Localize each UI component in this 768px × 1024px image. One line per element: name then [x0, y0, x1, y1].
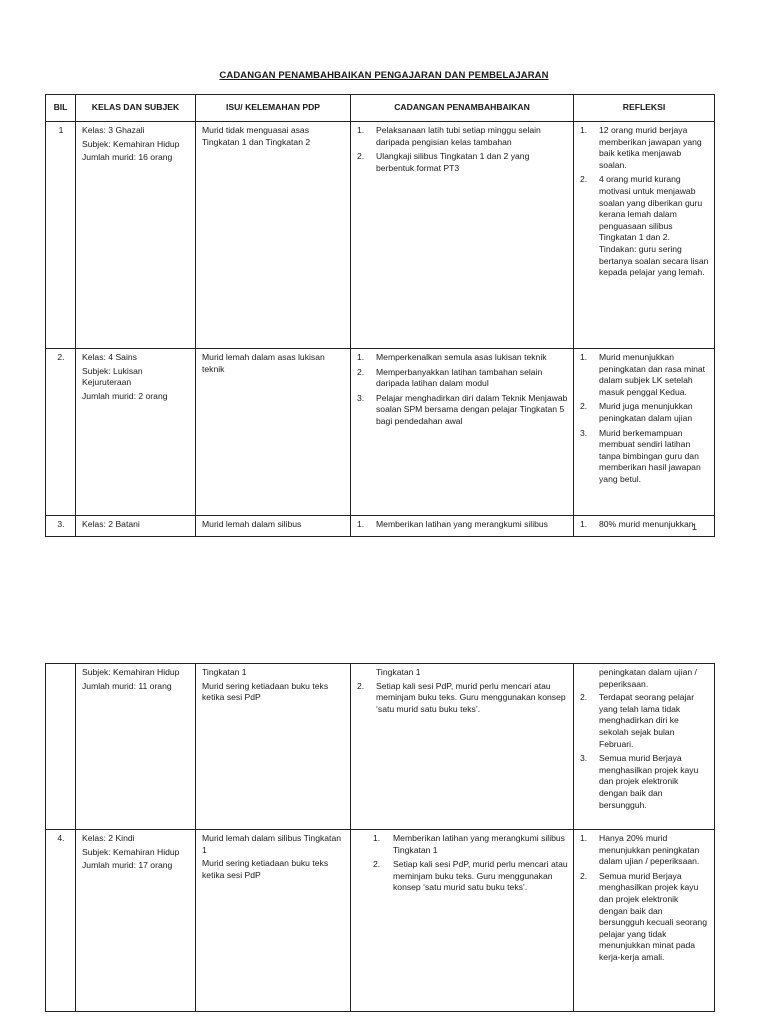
issue-text: Murid sering ketiadaan buku teks ketika sesi PdP	[202, 680, 329, 703]
table-row	[46, 122, 715, 349]
reflection-list	[580, 352, 709, 486]
suggestion-list	[357, 352, 568, 428]
list-item: 2. Setiap kali sesi PdP, murid perlu mencari atau meminjam buku teks. Guru menggunakan konsep ‘satu murid satu buku teks’.	[357, 680, 566, 714]
list-item: 1. 12 orang murid berjaya memberikan jawapan yang baik ketika menjawab soalan.	[580, 125, 702, 170]
issue-text: Murid tidak menguasai asas Tingkatan 1 dan Tingkatan 2	[202, 125, 311, 147]
list-item: 1. Murid menunjukkan peningkatan dan rasa minat dalam subjek LK setelah masuk penggal Kedua.	[580, 352, 706, 397]
suggestion-cell	[351, 349, 574, 516]
header-isu-kelemahan: ISU/ KELEMAHAN PDP	[196, 95, 351, 122]
issue-text: Murid lemah dalam silibus	[202, 519, 302, 529]
reflection-cell	[574, 349, 715, 516]
reflection-list	[580, 692, 709, 811]
issue-cell	[196, 516, 351, 537]
page-number: 1	[692, 522, 698, 532]
list-item: 3. Semua murid Berjaya menghasilkan projek kayu dan projek elektronik dengan baik dan bersungguh.	[580, 753, 699, 810]
list-item: 2. Murid juga menunjukkan peningkatan dalam ujian	[580, 401, 693, 423]
issue-text: Tingkatan 1	[202, 667, 247, 677]
table-header-row	[46, 95, 715, 122]
list-item: 1. Pelaksanaan latih tubi setiap minggu selain daripada pengisian kelas tambahan	[357, 125, 541, 147]
row-number: 1	[46, 122, 76, 349]
document-title: CADANGAN PENAMBAHBAIKAN PENGAJARAN DAN PEMBELAJARAN	[219, 70, 549, 81]
suggestion-continued-text: Tingkatan 1	[376, 667, 421, 677]
list-item: 2. Memperbanyakkan latihan tambahan selain daripada latihan dalam modul	[357, 366, 543, 389]
subject-name: Subjek: Lukisan Kejuruteraan	[82, 365, 143, 388]
reflection-cell	[574, 664, 715, 830]
class-subject-cell	[76, 122, 196, 349]
issue-cell	[196, 122, 351, 349]
issue-cell	[196, 349, 351, 516]
class-name: Kelas: 2 Kindi	[82, 833, 135, 843]
class-subject-cell	[76, 349, 196, 516]
list-item: 3. Pelajar menghadirkan diri dalam Teknik Menjawab soalan SPM bersama dengan pelajar Tingkatan 5 bagi pendedahan awal	[357, 392, 568, 426]
list-item: 1. Memberikan latihan yang merangkumi silibus	[357, 519, 548, 529]
list-item: 1. 80% murid menunjukkan	[580, 519, 694, 529]
reflection-cell	[574, 122, 715, 349]
suggestion-cell	[351, 830, 574, 1012]
issue-text: Murid lemah dalam asas lukisan teknik	[202, 352, 325, 374]
reflection-cell	[574, 830, 715, 1012]
student-count: Jumlah murid: 16 orang	[82, 152, 173, 163]
list-item: 2. Setiap kali sesi PdP, murid perlu mencari atau meminjam buku teks. Guru menggunakan konsep ‘satu murid satu buku teks’.	[373, 859, 568, 893]
class-subject-cell	[76, 830, 196, 1012]
subject-name: Subjek: Kemahiran Hidup	[82, 667, 180, 677]
row-number: 2.	[46, 349, 76, 516]
header-bil: BIL	[46, 95, 76, 122]
class-subject-cell	[76, 664, 196, 830]
suggestion-list	[357, 681, 568, 716]
improvement-table-page-2	[45, 663, 715, 1012]
suggestion-list	[357, 125, 568, 174]
reflection-list	[580, 519, 709, 531]
class-subject-cell	[76, 516, 196, 537]
row-number: 4.	[46, 830, 76, 1012]
class-name: Kelas: 2 Batani	[82, 519, 140, 529]
student-count: Jumlah murid: 2 orang	[82, 390, 168, 401]
table-row	[46, 664, 715, 830]
list-item: 2. 4 orang murid kurang motivasi untuk menjawab soalan yang diberikan guru kerana lemah dalam penguasaan silibus Tingkatan 1 dan 2. Tindakan: guru sering bertanya soalan secara lisan kepada pelajar yang lemah.	[580, 174, 709, 278]
suggestion-list	[357, 519, 568, 531]
table-row	[46, 830, 715, 1012]
list-item: 1. Memperkenalkan semula asas lukisan teknik	[357, 352, 547, 362]
table-row	[46, 516, 715, 537]
row-number	[46, 664, 76, 830]
suggestion-cell	[351, 516, 574, 537]
student-count: Jumlah murid: 11 orang	[82, 680, 172, 691]
suggestion-cell	[351, 664, 574, 830]
suggestion-list	[357, 833, 568, 894]
class-name: Kelas: 4 Sains	[82, 352, 137, 362]
improvement-table-page-1	[45, 94, 715, 537]
issue-text: Murid sering ketiadaan buku teks ketika sesi PdP	[202, 858, 329, 880]
subject-name: Subjek: Kemahiran Hidup	[82, 846, 180, 857]
subject-name: Subjek: Kemahiran Hidup	[82, 138, 180, 149]
issue-cell	[196, 830, 351, 1012]
list-item: 2. Terdapat seorang pelajar yang telah lama tidak menghadirkan diri ke sekolah sejak bulan Februari.	[580, 692, 695, 749]
header-cadangan: CADANGAN PENAMBAHBAIKAN	[351, 95, 574, 122]
list-item: 2. Semua murid Berjaya menghasilkan projek kayu dan projek elektronik dengan baik dan bersungguh kecuali seorang pelajar yang tidak menunjukkan minat pada kerja-kerja amali.	[580, 870, 707, 962]
class-name: Kelas: 3 Ghazali	[82, 125, 145, 135]
list-item: 1. Memberikan latihan yang merangkumi silibus Tingkatan 1	[373, 833, 565, 855]
list-item: 1. Hanya 20% murid menunjukkan peningkatan dalam ujian / peperiksaan.	[580, 833, 700, 867]
reflection-list	[580, 125, 709, 279]
row-number: 3.	[46, 516, 76, 537]
list-item: 2. Ulangkaji silibus Tingkatan 1 dan 2 yang berbentuk format PT3	[357, 151, 530, 173]
suggestion-cell	[351, 122, 574, 349]
list-item: 3. Murid berkemampuan membuat sendiri latihan tanpa bimbingan guru dan memberikan hasil jawapan yang betul.	[580, 427, 701, 484]
student-count: Jumlah murid: 17 orang	[82, 860, 173, 871]
reflection-continued-text: peningkatan dalam ujian / peperiksaan.	[599, 667, 697, 689]
issue-text: Murid lemah dalam silibus Tingkatan 1	[202, 833, 341, 855]
issue-cell	[196, 664, 351, 830]
reflection-list	[580, 833, 709, 964]
header-refleksi: REFLEKSI	[574, 95, 715, 122]
header-kelas-subjek: KELAS DAN SUBJEK	[76, 95, 196, 122]
table-row	[46, 349, 715, 516]
